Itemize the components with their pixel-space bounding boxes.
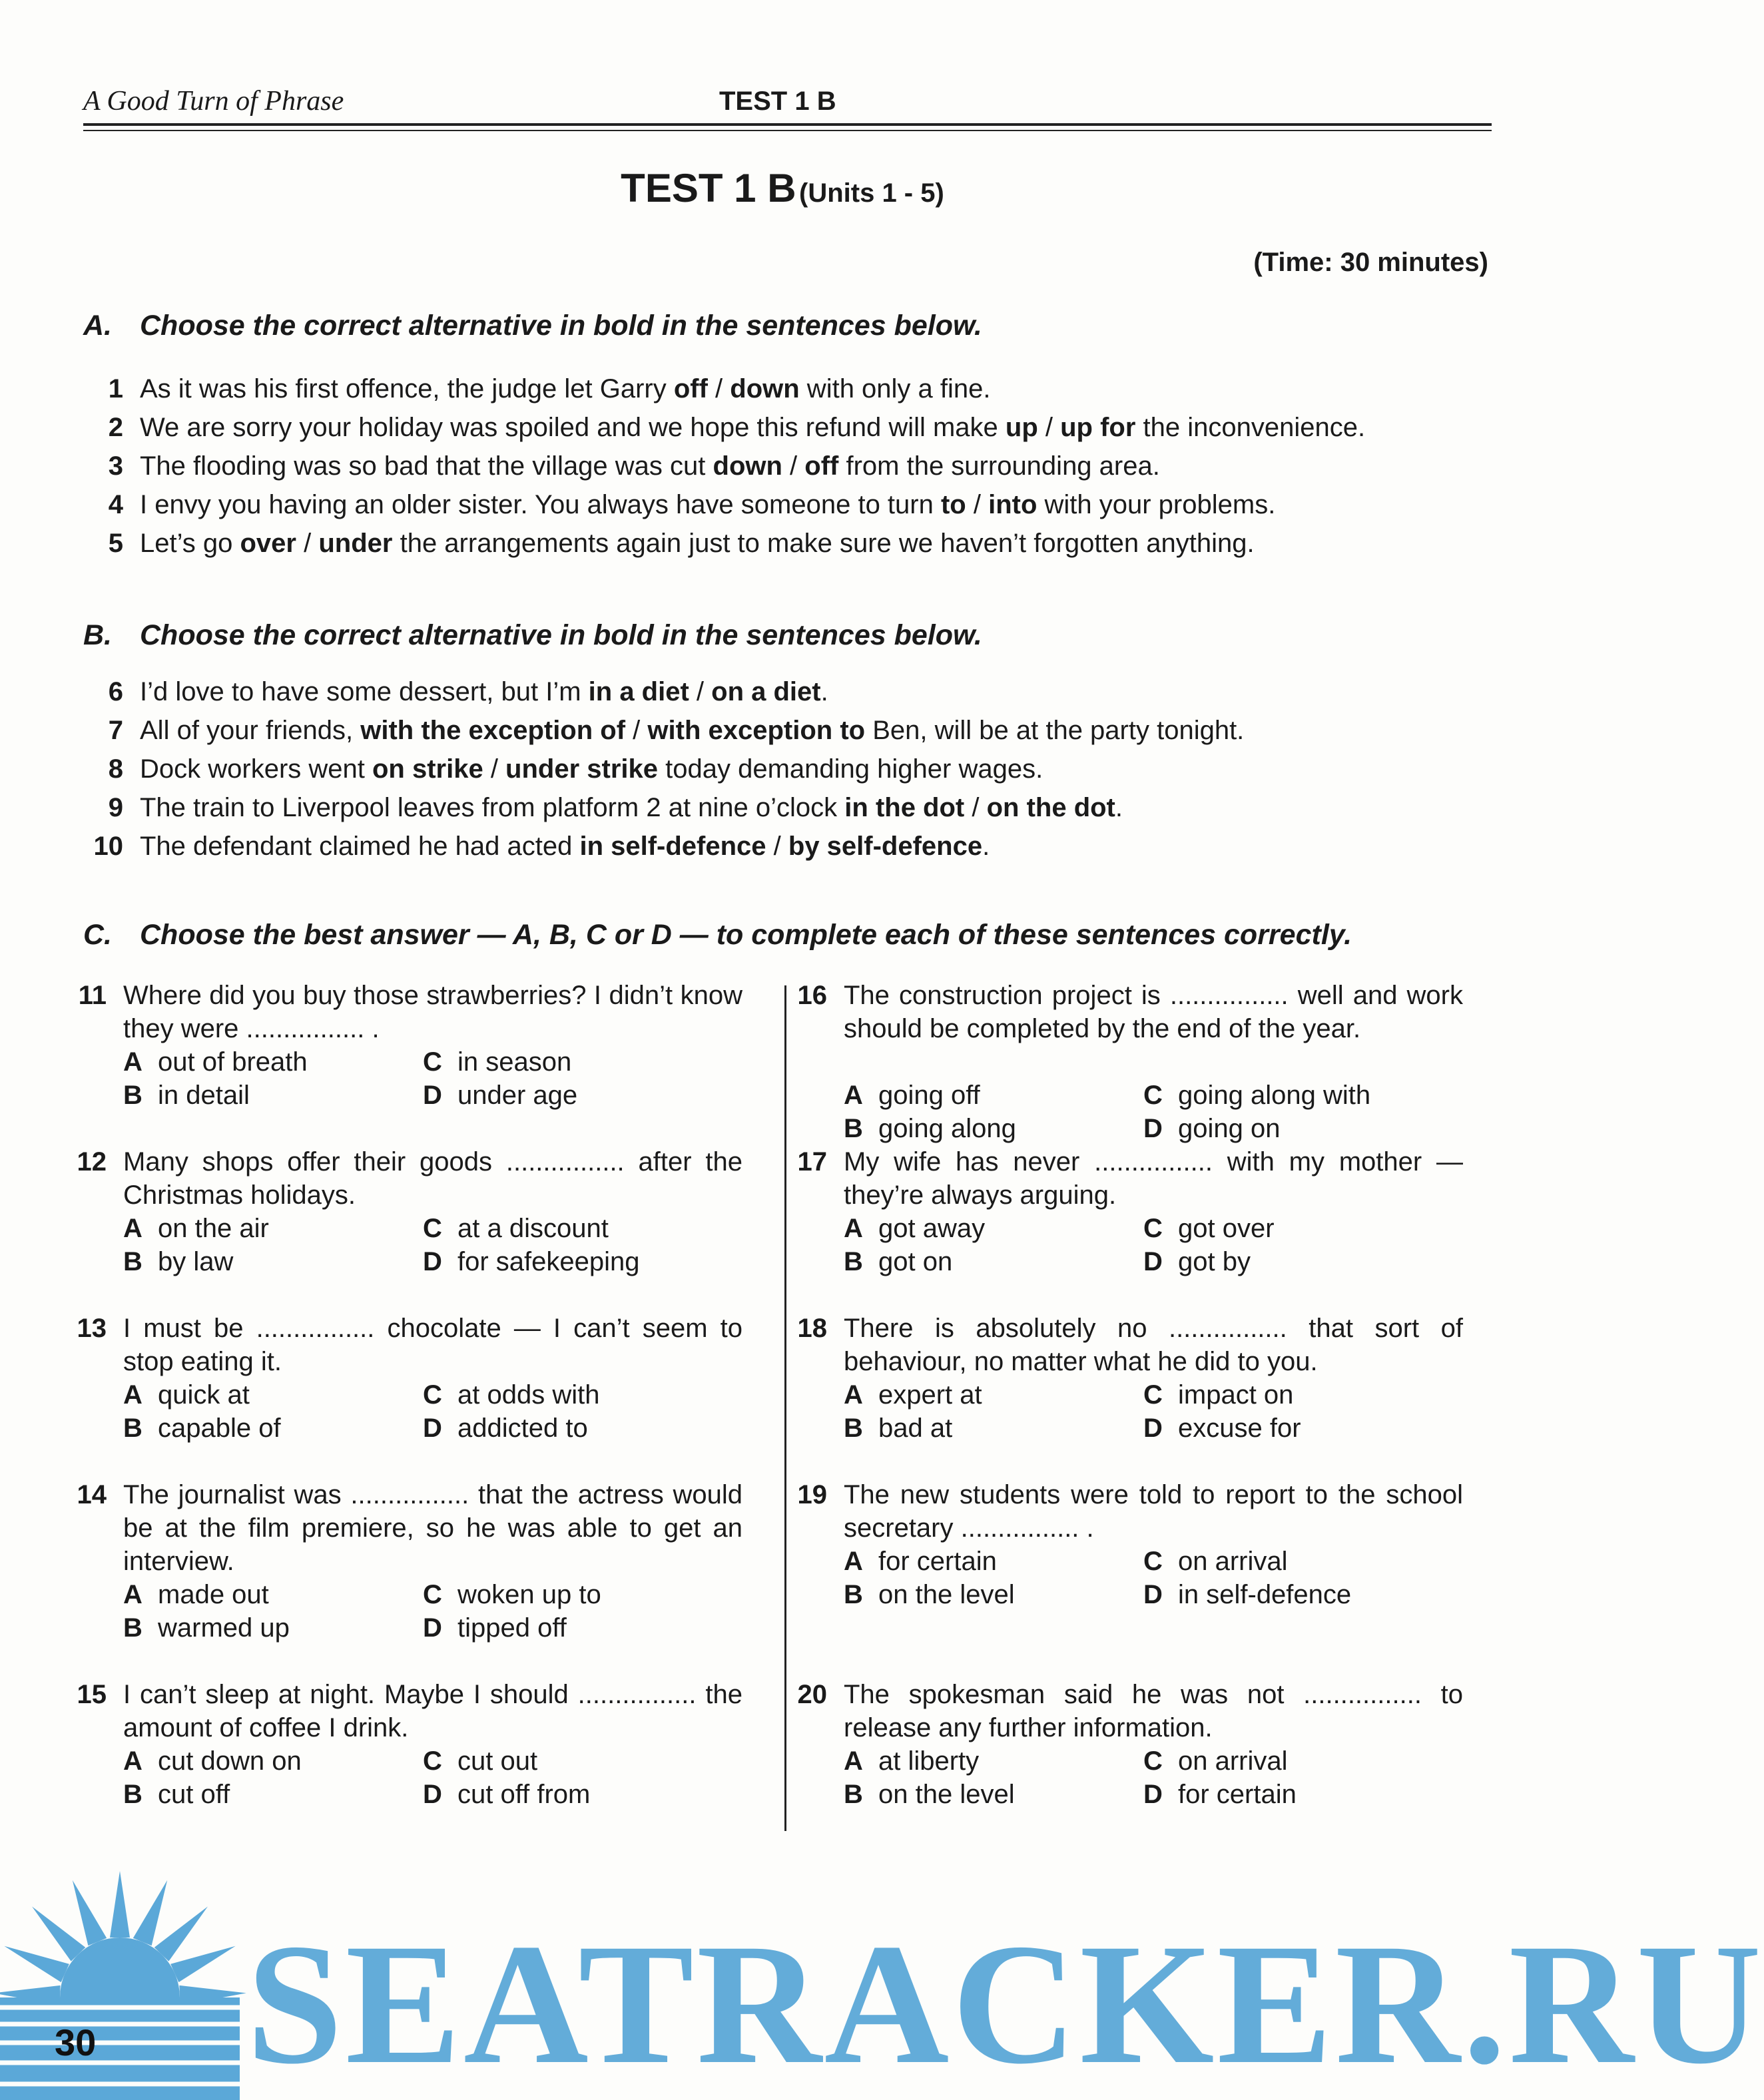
bold-alternative[interactable]: up	[1005, 413, 1038, 442]
sentence-item	[83, 408, 1365, 447]
sun-logo-icon	[0, 1864, 240, 2100]
answer-option-c[interactable]	[423, 1578, 601, 1611]
answer-option-d[interactable]	[1143, 1778, 1297, 1811]
sentence-text: /	[964, 793, 987, 822]
option-text: got on	[878, 1247, 953, 1276]
sentence-text: /	[707, 374, 731, 403]
option-text: for safekeeping	[457, 1247, 640, 1276]
option-letter: C	[423, 1047, 442, 1077]
option-letter: B	[844, 1414, 863, 1443]
question-item	[67, 1312, 766, 1445]
question-text: The new students were told to report to the school secretary ................ .	[844, 1480, 1463, 1543]
option-text: at a discount	[457, 1214, 609, 1243]
question-number: 20	[797, 1680, 827, 1709]
answer-option-b[interactable]	[844, 1778, 1015, 1811]
answer-option-a[interactable]	[123, 1378, 250, 1412]
answer-option-b[interactable]	[844, 1412, 952, 1445]
answer-option-d[interactable]	[1143, 1578, 1351, 1611]
sentence-text: the arrangements again just to make sure we haven’t forgotten anything.	[392, 529, 1255, 558]
option-letter: C	[1143, 1380, 1163, 1410]
option-letter: D	[423, 1613, 442, 1643]
option-letter: C	[1143, 1081, 1163, 1110]
bold-alternative[interactable]: in self-defence	[579, 832, 766, 861]
page-title	[0, 165, 1565, 211]
sentence-text: today demanding higher wages.	[658, 754, 1043, 784]
sentence-text: with only a fine.	[799, 374, 991, 403]
option-letter: B	[123, 1247, 143, 1276]
option-text: cut out	[457, 1746, 538, 1776]
answer-option-b[interactable]	[844, 1112, 1016, 1145]
answer-option-a[interactable]	[844, 1744, 979, 1778]
bold-alternative[interactable]: down	[713, 451, 782, 481]
question-text: The journalist was ................ that the actress would be at the film premiere, so he was able to get an interview.	[123, 1480, 742, 1576]
answer-option-d[interactable]	[423, 1079, 577, 1112]
answer-option-b[interactable]	[123, 1245, 233, 1278]
option-letter: C	[423, 1746, 442, 1776]
option-text: capable of	[158, 1414, 281, 1443]
question-number: 14	[77, 1480, 107, 1509]
answer-option-a[interactable]	[844, 1545, 997, 1578]
section-a-heading	[83, 310, 982, 342]
item-number: 5	[108, 529, 123, 558]
question-number: 15	[77, 1680, 107, 1709]
option-letter: D	[1143, 1414, 1163, 1443]
question-text: I can’t sleep at night. Maybe I should ................ the amount of coffee I drink.	[123, 1680, 742, 1742]
sentence-item	[83, 524, 1255, 563]
sentence-text: Ben, will be at the party tonight.	[865, 716, 1245, 745]
option-text: at liberty	[878, 1746, 980, 1776]
question-number: 17	[797, 1147, 827, 1177]
sentence-text: As it was his first offence, the judge let Garry	[140, 374, 674, 403]
option-letter: C	[423, 1214, 442, 1243]
page-title-main: TEST 1 B	[621, 166, 796, 210]
sentence-text: Dock workers went	[140, 754, 372, 784]
option-letter: B	[123, 1780, 143, 1809]
bold-alternative[interactable]: under strike	[505, 754, 659, 784]
answer-option-d[interactable]	[423, 1245, 640, 1278]
option-letter: C	[1143, 1746, 1163, 1776]
bold-alternative[interactable]: into	[988, 490, 1037, 519]
section-b-instruction: Choose the correct alternative in bold in the sentences below.	[140, 619, 982, 651]
section-b-heading	[83, 619, 982, 652]
sentence-text: I envy you having an older sister. You always have someone to turn	[140, 490, 941, 519]
option-letter: B	[844, 1780, 863, 1809]
answer-option-b[interactable]	[123, 1412, 281, 1445]
sentence-text: The flooding was so bad that the village was cut	[140, 451, 713, 481]
option-text: tipped off	[457, 1613, 567, 1643]
option-text: on the air	[158, 1214, 269, 1243]
sentence-text: I’d love to have some dessert, but I’m	[140, 677, 589, 706]
sentence-text: .	[820, 677, 828, 706]
sentence-item	[83, 711, 1244, 750]
option-letter: D	[423, 1081, 442, 1110]
sentence-text: /	[689, 677, 712, 706]
item-number: 4	[108, 490, 123, 519]
option-text: quick at	[158, 1380, 250, 1410]
option-text: made out	[158, 1580, 269, 1609]
sentence-text: the inconvenience.	[1135, 413, 1366, 442]
answer-option-a[interactable]	[123, 1045, 308, 1079]
sentence-text: The train to Liverpool leaves from platform 2 at nine o’clock	[140, 793, 845, 822]
option-text: got by	[1178, 1247, 1251, 1276]
header-rule-thick	[83, 123, 1492, 126]
sentence-text: /	[782, 451, 805, 481]
item-number: 9	[108, 793, 123, 822]
sentence-text: from the surrounding area.	[838, 451, 1160, 481]
option-letter: D	[1143, 1780, 1163, 1809]
option-letter: A	[123, 1380, 143, 1410]
option-text: on arrival	[1178, 1547, 1288, 1576]
question-text: Many shops offer their goods ................ after the Christmas holidays.	[123, 1147, 742, 1210]
answer-option-c[interactable]	[1143, 1079, 1370, 1112]
option-text: on the level	[878, 1780, 1015, 1809]
answer-option-a[interactable]	[123, 1212, 269, 1245]
option-text: in detail	[158, 1081, 250, 1110]
bold-alternative[interactable]: with the exception of	[360, 716, 626, 745]
answer-option-d[interactable]	[1143, 1112, 1280, 1145]
option-letter: B	[123, 1613, 143, 1643]
sentence-item	[83, 672, 828, 711]
section-c-instruction: Choose the best answer — A, B, C or D — to complete each of these sentences correctly.	[140, 919, 1352, 951]
item-number: 6	[108, 677, 123, 706]
section-c-letter: C.	[83, 919, 112, 951]
bold-alternative[interactable]: on the dot	[986, 793, 1115, 822]
answer-option-d[interactable]	[423, 1611, 567, 1645]
option-text: woken up to	[457, 1580, 601, 1609]
sentence-item	[83, 788, 1123, 827]
time-limit: (Time: 30 minutes)	[1253, 248, 1488, 277]
section-c-heading	[83, 919, 1352, 951]
page-title-units: (Units 1 - 5)	[799, 178, 944, 208]
question-text: Where did you buy those strawberries? I didn’t know they were ................ .	[123, 981, 742, 1043]
option-text: expert at	[878, 1380, 982, 1410]
bold-alternative[interactable]: over	[240, 529, 296, 558]
item-number: 10	[93, 832, 123, 861]
section-a-letter: A.	[83, 310, 112, 342]
option-letter: A	[844, 1081, 863, 1110]
option-text: in season	[457, 1047, 572, 1077]
question-item	[787, 979, 1486, 1145]
option-text: under age	[457, 1081, 578, 1110]
option-letter: C	[1143, 1214, 1163, 1243]
question-number: 18	[797, 1314, 827, 1343]
answer-option-c[interactable]	[423, 1045, 571, 1079]
section-b-letter: B.	[83, 619, 112, 651]
sentence-text: .	[982, 832, 990, 861]
option-letter: C	[423, 1380, 442, 1410]
item-number: 1	[108, 374, 123, 403]
option-letter: A	[123, 1214, 143, 1243]
option-letter: A	[123, 1580, 143, 1609]
question-text: My wife has never ................ with my mother — they’re always arguing.	[844, 1147, 1463, 1210]
option-text: going off	[878, 1081, 980, 1110]
option-letter: D	[1143, 1580, 1163, 1609]
bold-alternative[interactable]: off	[804, 451, 839, 481]
option-text: going on	[1178, 1114, 1281, 1143]
sentence-item	[83, 750, 1043, 788]
option-letter: A	[123, 1047, 143, 1077]
option-letter: B	[844, 1114, 863, 1143]
option-text: for certain	[878, 1547, 997, 1576]
sentence-text: /	[296, 529, 319, 558]
option-letter: A	[844, 1380, 863, 1410]
sentence-text: All of your friends,	[140, 716, 361, 745]
option-letter: A	[844, 1746, 863, 1776]
sentence-text: Let’s go	[140, 529, 240, 558]
option-text: in self-defence	[1178, 1580, 1352, 1609]
option-text: got over	[1178, 1214, 1275, 1243]
column-divider	[784, 985, 786, 1831]
header-test-label: TEST 1 B	[719, 87, 836, 116]
question-text: The construction project is ................ well and work should be completed by the end of the year.	[844, 981, 1463, 1043]
option-text: got away	[878, 1214, 986, 1243]
answer-option-b[interactable]	[844, 1578, 1015, 1611]
question-number: 16	[797, 981, 827, 1010]
sentence-text: /	[766, 832, 788, 861]
question-number: 13	[77, 1314, 107, 1343]
option-letter: D	[1143, 1247, 1163, 1276]
question-number: 11	[78, 981, 107, 1010]
sentence-item	[83, 827, 990, 866]
page-number: 30	[55, 2021, 97, 2063]
sentence-item	[83, 447, 1160, 485]
option-letter: B	[123, 1081, 143, 1110]
item-number: 7	[108, 716, 123, 745]
header-rule-thin	[83, 130, 1492, 131]
sentence-text: .	[1115, 793, 1123, 822]
answer-option-a[interactable]	[844, 1079, 980, 1112]
answer-option-a[interactable]	[123, 1578, 269, 1611]
option-letter: B	[844, 1580, 863, 1609]
option-letter: B	[844, 1247, 863, 1276]
item-number: 8	[108, 754, 123, 784]
option-text: addicted to	[457, 1414, 588, 1443]
option-letter: A	[844, 1214, 863, 1243]
answer-option-c[interactable]	[1143, 1545, 1288, 1578]
option-letter: D	[423, 1780, 442, 1809]
answer-option-b[interactable]	[844, 1245, 952, 1278]
bold-alternative[interactable]: in a diet	[588, 677, 689, 706]
answer-option-c[interactable]	[423, 1378, 599, 1412]
answer-option-d[interactable]	[1143, 1412, 1301, 1445]
sentence-text: /	[1037, 413, 1061, 442]
question-item	[67, 1678, 766, 1811]
option-letter: A	[123, 1746, 143, 1776]
sentence-text: /	[483, 754, 506, 784]
question-text: There is absolutely no ................ that sort of behaviour, no matter what he did to you.	[844, 1314, 1463, 1376]
sentence-text: with your problems.	[1037, 490, 1276, 519]
option-text: cut off from	[457, 1780, 591, 1809]
question-number: 19	[797, 1480, 827, 1509]
sentence-text: /	[966, 490, 989, 519]
answer-option-c[interactable]	[1143, 1212, 1275, 1245]
option-text: going along with	[1178, 1081, 1371, 1110]
option-text: cut down on	[158, 1746, 302, 1776]
sentence-text: We are sorry your holiday was spoiled and we hope this refund will make	[140, 413, 1006, 442]
bold-alternative[interactable]: off	[673, 374, 708, 403]
bold-alternative[interactable]: on a diet	[711, 677, 821, 706]
option-letter: D	[423, 1414, 442, 1443]
bold-alternative[interactable]: up for	[1060, 413, 1136, 442]
answer-option-c[interactable]	[423, 1744, 537, 1778]
question-item	[787, 1312, 1486, 1445]
option-letter: B	[123, 1414, 143, 1443]
answer-option-a[interactable]	[123, 1744, 302, 1778]
question-item	[787, 1145, 1486, 1278]
bold-alternative[interactable]: in the dot	[844, 793, 965, 822]
option-letter: D	[1143, 1114, 1163, 1143]
bold-alternative[interactable]: with exception to	[647, 716, 866, 745]
answer-option-a[interactable]	[844, 1212, 985, 1245]
option-text: for certain	[1178, 1780, 1297, 1809]
answer-option-b[interactable]	[123, 1611, 290, 1645]
question-item	[787, 1478, 1486, 1611]
option-text: on the level	[878, 1580, 1015, 1609]
bold-alternative[interactable]: down	[730, 374, 800, 403]
answer-option-d[interactable]	[423, 1778, 590, 1811]
answer-option-d[interactable]	[1143, 1245, 1251, 1278]
option-text: out of breath	[158, 1047, 308, 1077]
option-letter: C	[423, 1580, 442, 1609]
answer-option-d[interactable]	[423, 1412, 588, 1445]
option-text: by law	[158, 1247, 234, 1276]
answer-option-a[interactable]	[844, 1378, 982, 1412]
question-item	[67, 1145, 766, 1278]
section-a-instruction: Choose the correct alternative in bold in the sentences below.	[140, 310, 982, 342]
question-text: The spokesman said he was not ................ to release any further information.	[844, 1680, 1463, 1742]
answer-option-c[interactable]	[1143, 1378, 1293, 1412]
option-letter: A	[844, 1547, 863, 1576]
option-letter: D	[423, 1247, 442, 1276]
answer-option-c[interactable]	[423, 1212, 609, 1245]
option-text: bad at	[878, 1414, 953, 1443]
bold-alternative[interactable]: by self-defence	[788, 832, 983, 861]
item-number: 2	[108, 413, 123, 442]
answer-option-b[interactable]	[123, 1778, 230, 1811]
sentence-text: The defendant claimed he had acted	[140, 832, 580, 861]
answer-option-c[interactable]	[1143, 1744, 1288, 1778]
question-item	[67, 979, 766, 1112]
item-number: 3	[108, 451, 123, 481]
bold-alternative[interactable]: on strike	[372, 754, 483, 784]
option-text: on arrival	[1178, 1746, 1288, 1776]
question-text: I must be ................ chocolate — I can’t seem to stop eating it.	[123, 1314, 742, 1376]
book-title: A Good Turn of Phrase	[83, 86, 344, 117]
question-item	[67, 1478, 766, 1645]
option-text: at odds with	[457, 1380, 600, 1410]
question-number: 12	[77, 1147, 107, 1177]
option-text: going along	[878, 1114, 1016, 1143]
option-text: excuse for	[1178, 1414, 1301, 1443]
sentence-item	[83, 485, 1275, 524]
option-letter: C	[1143, 1547, 1163, 1576]
bold-alternative[interactable]: under	[318, 529, 393, 558]
option-text: warmed up	[158, 1613, 290, 1643]
option-text: impact on	[1178, 1380, 1294, 1410]
answer-option-b[interactable]	[123, 1079, 250, 1112]
watermark-text: SEATRACKER.RU	[246, 1908, 1764, 2100]
sentence-text: /	[625, 716, 648, 745]
bold-alternative[interactable]: to	[940, 490, 966, 519]
option-text: cut off	[158, 1780, 230, 1809]
question-item	[787, 1678, 1486, 1811]
sentence-item	[83, 370, 991, 408]
